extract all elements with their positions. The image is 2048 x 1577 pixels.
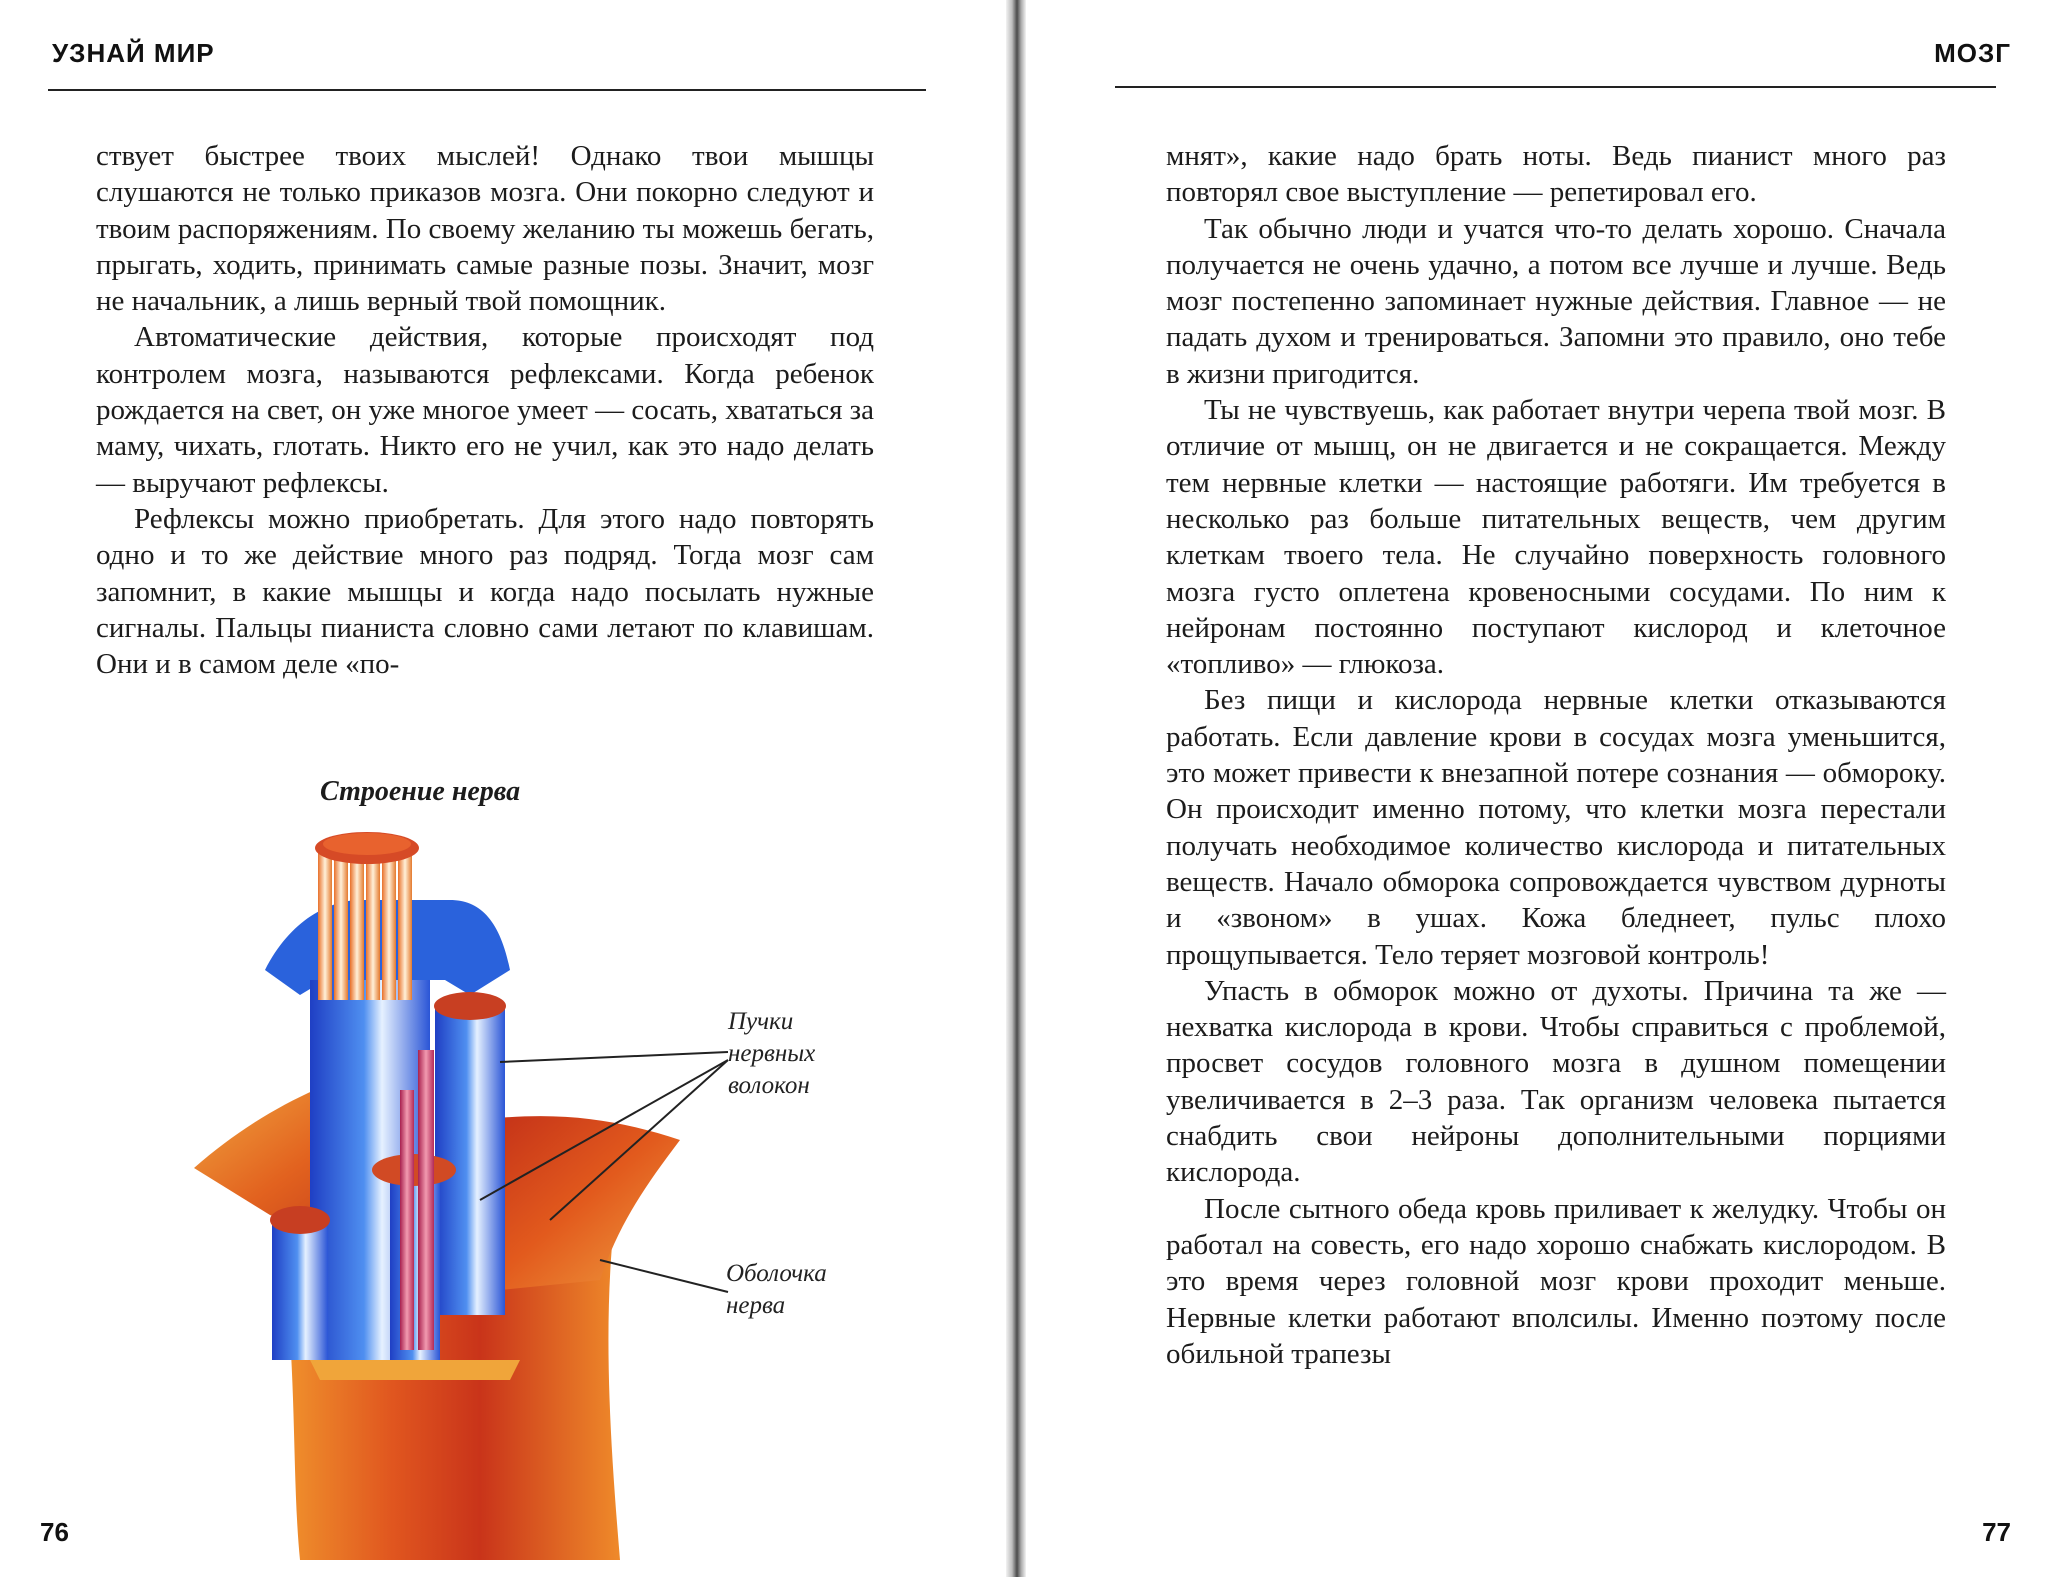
body-text (1166, 138, 1946, 1372)
nerve-structure-illustration (180, 820, 880, 1560)
paragraph: Рефлексы можно приобретать. Для этого надо повторять одно и то же действие много раз подряд. Тогда мозг сам запомнит, в какие мышцы и когда надо посылать нужные сигналы. Пальцы пианиста словно сами летают по клавишам. Они и в самом деле «по- (96, 502, 874, 681)
leader-line (600, 1260, 728, 1292)
right-page (1022, 0, 2048, 1577)
blood-vessel (400, 1090, 414, 1350)
paragraph: мнят», какие надо брать ноты. Ведь пианист много раз повторял свое выступление — репетировал его. (1166, 140, 1946, 209)
figure-label-nerve-sheath: Оболочка нерва (726, 1260, 827, 1319)
paragraph: Упасть в обморок можно от духоты. Причина та же — нехватка кислорода в крови. Чтобы справиться с проблемой, просвет сосудов головного мозга в душном помещении увеличивается в 2–3 раза. Так организм человека пытается снабдить свои нейроны дополнительными порциями кислорода. (1166, 974, 1946, 1189)
running-head: УЗНАЙ МИР (52, 38, 215, 68)
leader-line (500, 1052, 728, 1062)
page-number: 77 (1982, 1517, 2011, 1547)
paragraph: Ты не чувствуешь, как работает внутри черепа твой мозг. В отличие от мышц, он не двигается и не сокращается. Между тем нервные клетки — настоящие работяги. Им требуется в несколько раз больше питательных веществ, чем другим клеткам твоего тела. Не случайно поверхность головного мозга густо оплетена кровеносными сосудами. По ним к нейронам постоянно поступают кислород и клеточное «топливо» — глюкоза. (1166, 394, 1946, 681)
figure-caption: Строение нерва (320, 776, 521, 807)
paragraph: ствует быстрее твоих мыслей! Однако твои мышцы слушаются не только приказов мозга. Они покорно следуют и твоим распоряжениям. По своему желанию ты можешь бегать, прыгать, ходить, принимать самые разные позы. Значит, мозг не начальник, а лишь верный твой помощник. (96, 140, 874, 318)
paragraph: Так обычно люди и учатся что-то делать хорошо. Сначала получается не очень удачно, а потом все лучше и лучше. Ведь мозг постепенно запоминает нужные действия. Главное — не падать духом и тренироваться. Запомни это правило, оно тебе в жизни пригодится. (1166, 212, 1946, 390)
nerve-fibers (315, 832, 419, 1000)
paragraph: Автоматические действия, которые происходят под контролем мозга, называются рефлексами. Когда ребенок рождается на свет, он уже многое умеет — сосать, хвататься за маму, чихать, глотать. Никто его не учил, как это надо делать — выручают рефлексы. (96, 321, 874, 499)
blood-vessel (418, 1050, 434, 1350)
page-number: 76 (40, 1517, 69, 1547)
figure-label-fiber-bundles: Пучки нервных волокон (728, 1008, 816, 1099)
paragraph: После сытного обеда кровь приливает к желудку. Чтобы он работал на совесть, его надо хорошо снабжать кислородом. В это время через головной мозг крови проходит меньше. Нервные клетки работают вполсилы. Именно поэтому после обильной трапезы (1166, 1192, 1946, 1370)
body-text (96, 138, 874, 682)
running-head: МОЗГ (1934, 38, 2011, 68)
paragraph: Без пищи и кислорода нервные клетки отказываются работать. Если давление крови в сосудах мозга уменьшится, это может привести к внезапной потере сознания — обмороку. Он происходит именно потому, что клетки мозга перестали получать необходимое количество кислорода и питательных веществ. Начало обморока сопровождается чувством дурноты и «звоном» в ушах. Кожа бледнеет, пульс плохо прощупывается. Тело теряет мозговой контроль! (1166, 684, 1946, 971)
left-page (0, 0, 1010, 1577)
sheath-flap-right (480, 1116, 680, 1290)
header-rule (1115, 86, 1996, 88)
header-rule (48, 89, 926, 91)
